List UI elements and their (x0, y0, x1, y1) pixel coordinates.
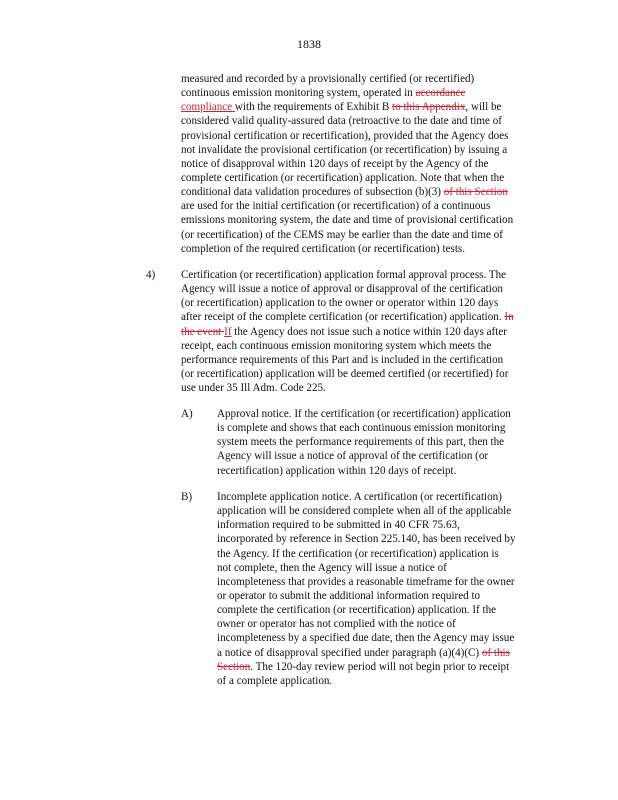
text-line (181, 143, 513, 157)
paragraph-continuation (181, 72, 513, 256)
text-run: the Agency does not issue such a notice within 120 days after (231, 325, 507, 338)
text-run: complete certification (or recertification) application. Note that when the (181, 171, 505, 184)
text-run: use under 35 Ill Adm. Code 225. (181, 382, 326, 395)
text-run: , will be (465, 101, 502, 114)
text-line (217, 518, 516, 532)
text-line (217, 449, 511, 463)
deleted-text: of this (481, 646, 510, 659)
text-run: . The 120-day review period will not begin prior to receipt (250, 660, 510, 673)
deleted-text: to this Appendix (392, 101, 466, 114)
text-line (181, 157, 513, 171)
text-line (217, 421, 511, 435)
text-run: recertification) application within 120 days of receipt. (217, 464, 457, 477)
text-run: after receipt of the complete certification (or recertification) application. (181, 311, 505, 324)
item-a-text (217, 407, 511, 478)
text-line (181, 129, 513, 143)
text-line (181, 242, 513, 256)
deleted-text: of this Section (443, 186, 508, 199)
text-line (181, 114, 513, 128)
text-line (217, 504, 516, 518)
text-run: considered valid quality-assured data (retroactive to the date and time of (181, 115, 502, 128)
inserted-text: If (224, 325, 232, 338)
text-line (181, 171, 513, 185)
text-run: measured and recorded by a provisionally certified (or recertified) (181, 73, 475, 85)
text-line (181, 325, 514, 339)
deleted-text: accordance (415, 87, 466, 100)
text-line (217, 464, 511, 478)
text-run: with the requirements of Exhibit B (234, 101, 393, 114)
text-run: are used for the initial certification (or recertification) of a continuous (181, 200, 491, 213)
text-run: a notice of disapproval specified under paragraph (a)(4)(C) (217, 646, 482, 659)
text-run: is complete and shows that each continuous emission monitoring (217, 422, 506, 435)
deleted-text: the event (181, 325, 225, 338)
page-number: 1838 (297, 37, 321, 51)
text-run: information required to be submitted in 40 CFR 75.63, (217, 519, 460, 532)
item-b-text (217, 490, 516, 688)
text-run: of a complete application. (217, 674, 333, 687)
text-line (181, 199, 513, 213)
text-line (181, 353, 514, 367)
text-line (217, 575, 516, 589)
text-line (217, 617, 516, 631)
text-run: Incomplete application notice. A certification (or recertification) (217, 491, 502, 503)
text-run: or operator to submit the additional information required to (217, 589, 481, 602)
text-line (181, 100, 513, 114)
text-line (217, 561, 516, 575)
text-line (181, 72, 513, 86)
text-run: provisional certification or recertification), provided that the Agency does (181, 129, 509, 142)
text-run: performance requirements of this Part and is included in the certification (181, 353, 504, 366)
text-line (217, 631, 516, 645)
text-run: Approval notice. If the certification (or recertification) application (217, 408, 511, 420)
text-run: (or recertification) application to the owner or operator within 120 days (181, 297, 499, 310)
text-line (181, 185, 513, 199)
text-run: Agency will issue a notice of approval of the certification (or (217, 450, 489, 463)
text-run: not invalidate the provisional certification (or recertification) by issuing a (181, 143, 508, 156)
text-run: application will be considered complete when all of the applicable (217, 505, 512, 518)
text-run: owner or operator has not complied with the notice of (217, 618, 456, 631)
text-run: Agency will issue a notice of approval or disapproval of the certification (181, 283, 503, 296)
text-run: (or recertification) application will be deemed certified (or recertified) for (181, 367, 509, 380)
text-run: Certification (or recertification) application formal approval process. The (181, 269, 507, 281)
item-a-label: A) (181, 408, 193, 420)
text-line (217, 660, 516, 674)
text-line (217, 490, 516, 504)
text-run: conditional data validation procedures of subsection (b)(3) (181, 186, 444, 199)
text-line (217, 674, 516, 688)
text-run: emissions monitoring system, the date and time of provisional certification (181, 214, 514, 227)
text-line (217, 407, 511, 421)
item-4-number: 4) (146, 269, 156, 281)
text-line (181, 282, 514, 296)
text-line (217, 547, 516, 561)
text-run: complete the certification (or recertification) application. If the (217, 604, 497, 617)
text-run: receipt, each continuous emission monitoring system which meets the (181, 339, 492, 352)
text-line (181, 86, 513, 100)
deleted-text: In (504, 311, 514, 324)
text-line (217, 532, 516, 546)
item-b-label: B) (181, 491, 193, 503)
text-line (181, 367, 514, 381)
text-line (181, 381, 514, 395)
text-run: system meets the performance requirements of this part, then the (217, 436, 505, 449)
text-run: the Agency. If the certification (or recertification) application is (217, 547, 499, 560)
text-line (181, 296, 514, 310)
deleted-text: Section (217, 660, 251, 673)
text-line (181, 310, 514, 324)
text-line (217, 646, 516, 660)
text-line (181, 213, 513, 227)
text-line (217, 603, 516, 617)
text-line (181, 339, 514, 353)
text-run: completion of the required certification (or recertification) tests. (181, 242, 466, 255)
text-line (181, 228, 513, 242)
text-run: continuous emission monitoring system, operated in (181, 87, 416, 100)
text-line (181, 268, 514, 282)
text-run: incompleteness by a specified due date, then the Agency may issue (217, 632, 515, 645)
text-run: (or recertification) of the CEMS may be earlier than the date and time of (181, 228, 503, 241)
item-4-text (181, 268, 514, 395)
text-run: incompleteness that provides a reasonable timeframe for the owner (217, 575, 515, 588)
text-run: notice of disapproval within 120 days of receipt by the Agency of the (181, 157, 489, 170)
text-run: incorporated by reference in Section 225.140, has been received by (217, 533, 516, 546)
text-line (217, 589, 516, 603)
inserted-text: compliance (181, 101, 235, 114)
text-line (217, 435, 511, 449)
text-run: not complete, then the Agency will issue a notice of (217, 561, 447, 574)
